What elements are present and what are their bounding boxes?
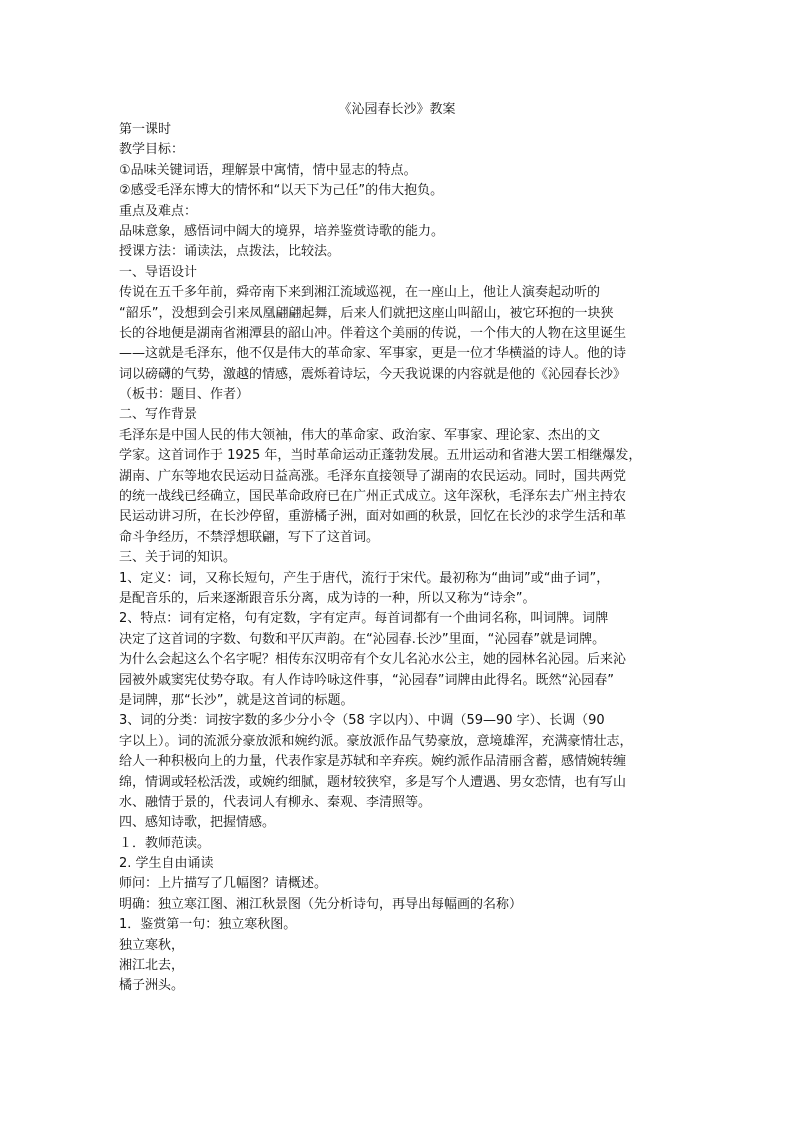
text-line: ②感受毛泽东博大的情怀和“以天下为己任”的伟大抱负。 (119, 183, 444, 199)
text-line: 园被外戚窦宪仗势夺取。有人作诗吟咏这件事，“沁园春”词牌由此得名。既然“沁园春” (119, 672, 614, 688)
text-line: 明确：独立寒江图、湘江秋景图（先分析诗句，再导出每幅画的名称） (119, 896, 523, 912)
text-line: 绵，情调或轻松活泼，或婉约细腻，题材较狭窄，多是写个人遭遇、男女恋情，也有写山 (119, 774, 627, 790)
text-line: 一、导语设计 (119, 264, 198, 280)
text-line: 的统一战线已经确立，国民革命政府已在广州正式成立。这年深秋，毛泽东去广州主持农 (119, 489, 627, 505)
text-line: 品味意象，感悟词中阔大的境界，培养鉴赏诗歌的能力。 (119, 223, 445, 239)
text-line: 湘江北去， (119, 958, 185, 974)
text-line: 民运动讲习所，在长沙停留，重游橘子洲，面对如画的秋景，回忆在长沙的求学生活和革 (119, 509, 627, 525)
text-line: 2. 学生自由诵读 (119, 856, 214, 872)
text-line: 2、特点：词有定格，句有定数，字有定声。每首词都有一个曲词名称，叫词牌。词牌 (119, 611, 609, 627)
text-line: 四、感知诗歌，把握情感。 (119, 815, 276, 831)
text-line: 是词牌，那“长沙”，就是这首词的标题。 (119, 692, 354, 708)
text-line: 给人一种积极向上的力量，代表作家是苏轼和辛弃疾。婉约派作品清丽含蓄，感情婉转缠 (119, 754, 627, 770)
text-line: 1、定义：词，又称长短句，产生于唐代，流行于宋代。最初称为“曲词”或“曲子词”， (119, 570, 610, 586)
document-body (119, 120, 679, 997)
text-line: 命斗争经历，不禁浮想联翩，写下了这首词。 (119, 529, 380, 545)
text-line: 字以上）。词的流派分豪放派和婉约派。豪放派作品气势豪放，意境雄浑，充满豪情壮志， (119, 733, 633, 749)
text-line: 教学目标： (119, 142, 185, 158)
text-line: 3、词的分类：词按字数的多少分小令（58 字以内）、中调（59—90 字）、长调（90 (119, 713, 605, 729)
text-line: 为什么会起这么个名字呢？相传东汉明帝有个女儿名沁水公主，她的园林名沁园。后来沁 (119, 652, 627, 668)
text-line: 毛泽东是中国人民的伟大领袖，伟大的革命家、政治家、军事家、理论家、杰出的文 (119, 427, 601, 443)
text-line: 二、写作背景 (119, 407, 198, 423)
text-line: 1．鉴赏第一句：独立寒秋图。 (119, 917, 297, 933)
text-line: “韶乐”，没想到会引来凤凰翩翩起舞，后来人们就把这座山叫韶山，被它环抱的一块狭 (119, 305, 614, 321)
text-line: 重点及难点： (119, 203, 198, 219)
text-line: （板书：题目、作者） (119, 387, 250, 403)
text-line: 湖南、广东等地农民运动日益高涨。毛泽东直接领导了湖南的农民运动。同时，国共两党 (119, 468, 627, 484)
text-line: ①品味关键词语，理解景中寓情，情中显志的特点。 (119, 162, 417, 178)
text-line: 词以磅礴的气势，激越的情感，震烁着诗坛，今天我说课的内容就是他的《沁园春长沙》 (119, 366, 627, 382)
text-line: 水、融情于景的，代表词人有柳永、秦观、李清照等。 (119, 794, 432, 810)
text-line: 长的谷地便是湖南省湘潭县的韶山冲。伴着这个美丽的传说，一个伟大的人物在这里诞生 (119, 325, 627, 341)
text-line: ——这就是毛泽东，他不仅是伟大的革命家、军事家，更是一位才华横溢的诗人。他的诗 (119, 346, 627, 362)
text-line: 三、关于词的知识。 (119, 550, 237, 566)
text-line: 第一课时 (119, 122, 172, 137)
text-line: 橘子洲头。 (119, 978, 185, 994)
text-line: 是配音乐的，后来逐渐跟音乐分离，成为诗的一种，所以又称为“诗余”。 (119, 590, 536, 606)
text-line: 学家。这首词作于 1925 年，当时革命运动正蓬勃发展。五卅运动和省港大罢工相继爆发， (119, 448, 642, 464)
document-title: 《沁园春长沙》教案 (338, 102, 456, 117)
text-line: １．教师范读。 (119, 835, 211, 851)
text-line: 决定了这首词的字数、句数和平仄声韵。在“沁园春.长沙”里面，“沁园春”就是词牌。 (119, 631, 606, 647)
text-line: 授课方法：诵读法，点拨法，比较法。 (119, 244, 341, 260)
text-line: 独立寒秋， (119, 937, 185, 953)
text-line: 传说在五千多年前，舜帝南下来到湘江流域巡视，在一座山上，他让人演奏起动听的 (119, 285, 601, 301)
text-line: 师问：上片描写了几幅图？请概述。 (119, 876, 328, 892)
